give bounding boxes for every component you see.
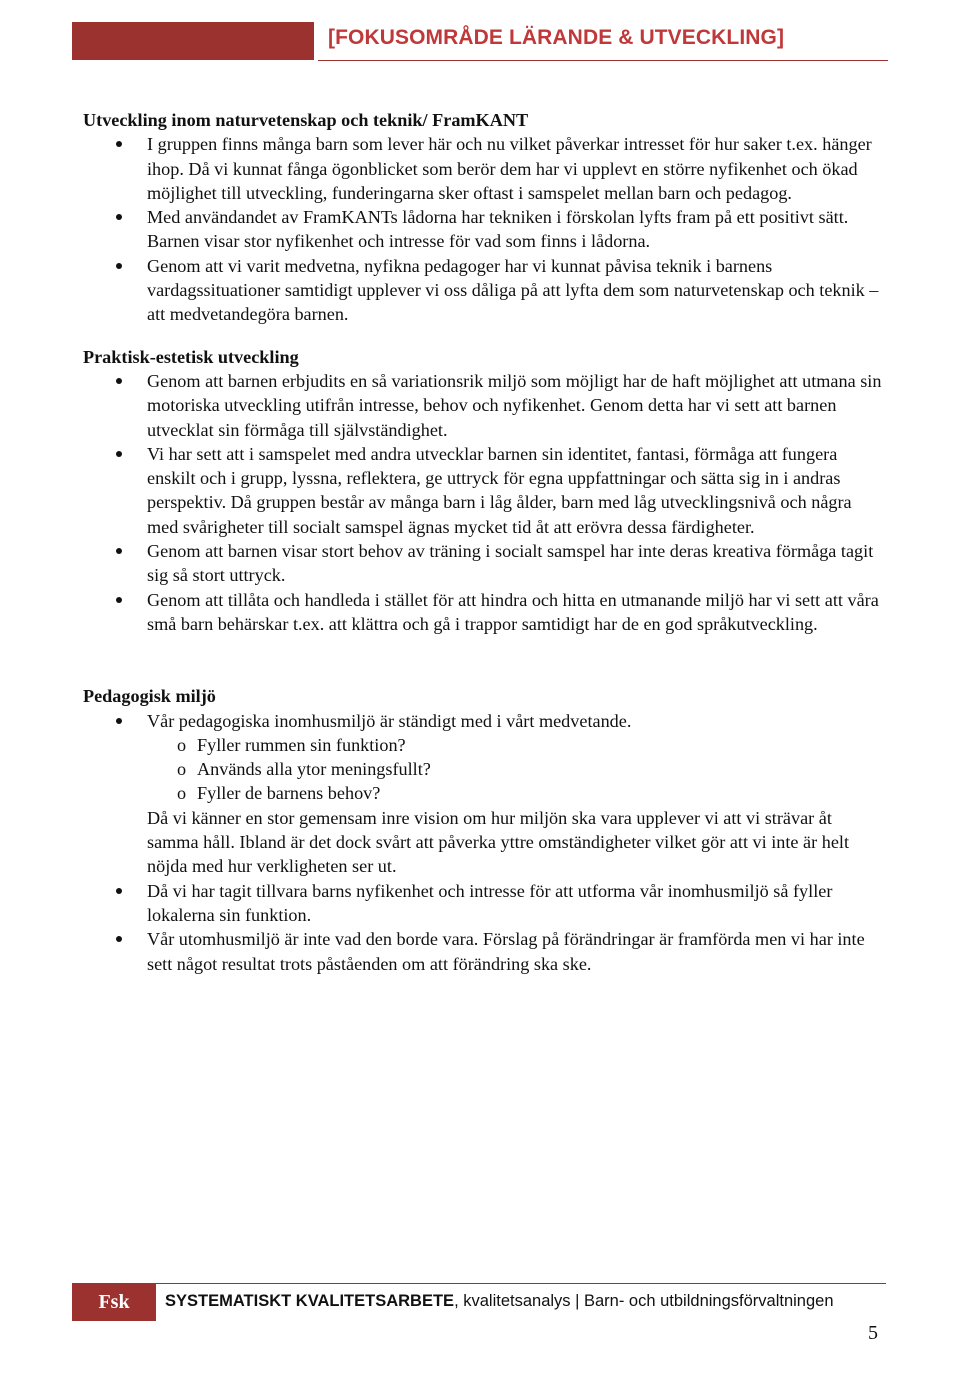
section-heading-naturvetenskap: Utveckling inom naturvetenskap och teknik/ FramKANT: [83, 110, 529, 130]
list-item: Vår utomhusmiljö är inte vad den borde vara. Förslag på förändringar är framförda men vi har inte sett något resultat trots påståenden om att förändring ska ske.: [83, 927, 883, 976]
list-item: Genom att vi varit medvetna, nyfikna pedagoger har vi kunnat påvisa teknik i barnens vardagssituationer samtidigt upplever vi oss dåliga på att lyfta dem som naturvetenskap och teknik – att medvetandegöra barnen.: [83, 254, 883, 327]
list-item-followup-text: Då vi känner en stor gemensam inre vision om hur miljön ska vara upplever vi att vi strävar åt samma håll. Ibland är det dock svårt att påverka yttre omständigheter vilket gör att vi inte är helt nöjda med hur verkligheten ser ut.: [147, 807, 850, 877]
section-heading-praktisk-estetisk: Praktisk-estetisk utveckling: [83, 346, 299, 367]
sub-list-item-text: Fyller rummen sin funktion?: [197, 734, 406, 755]
sub-list-item-text: Används alla ytor meningsfullt?: [197, 759, 431, 780]
bullet-list-naturvetenskap: [83, 132, 883, 326]
sub-list-marker: o: [177, 734, 187, 755]
list-item: [83, 709, 883, 879]
sub-list-item: [147, 781, 883, 805]
list-item-text: Vår pedagogiska inomhusmiljö är ständigt med i vårt medvetande.: [147, 710, 632, 731]
header-color-block: [72, 22, 314, 60]
sub-list-item: [147, 757, 883, 781]
list-item: I gruppen finns många barn som lever här och nu vilket påverkar intresset för hur saker t.ex. hänger ihop. Då vi kunnat fånga ögonblicket som berör dem har vi upplevt en större nyfikenhet och ökad möjlighet till utveckling, funderingarna sker oftast i samspelet mellan barn och pedagog.: [83, 132, 883, 205]
list-item: Genom att barnen visar stort behov av träning i socialt samspel har inte deras kreativa förmåga tagit sig så stort uttryck.: [83, 539, 883, 588]
sub-list-marker: o: [177, 783, 187, 804]
footer-title-bold: SYSTEMATISKT KVALITETSARBETE: [165, 1292, 455, 1310]
list-item: Då vi har tagit tillvara barns nyfikenhet och intresse för att utforma vår inomhusmiljö så fyller lokalerna sin funktion.: [83, 879, 883, 928]
sub-list-item: [147, 733, 883, 757]
header-title: [FOKUSOMRÅDE LÄRANDE & UTVECKLING]: [328, 26, 785, 49]
section-heading-pedagogisk-miljo: Pedagogisk miljö: [83, 686, 216, 707]
footer-text: [165, 1292, 834, 1311]
page-number: 5: [868, 1322, 878, 1344]
header-divider: [318, 60, 888, 61]
list-item: Med användandet av FramKANTs lådorna har tekniken i förskolan lyfts fram på ett positivt sätt. Barnen visar stor nyfikenhet och intresse för vad som finns i lådorna.: [83, 205, 883, 254]
list-item: Genom att barnen erbjudits en så variationsrik miljö som möjligt har de haft möjlighet att utmana sin motoriska utveckling utifrån intresse, behov och nyfikenhet. Genom detta har vi sett att barnen utvecklat sin förmåga till självständighet.: [83, 369, 883, 442]
sub-list: [147, 733, 883, 806]
sub-list-marker: o: [177, 759, 187, 780]
document-body: [83, 108, 883, 976]
sub-list-item-text: Fyller de barnens behov?: [197, 783, 381, 804]
bullet-list-pedagogisk-miljo: [83, 709, 883, 976]
list-item: Genom att tillåta och handleda i stället för att hindra och hitta en utmanande miljö har vi sett att våra små barn behärskar t.ex. att klättra och gå i trappor samtidigt har de en god språkutveckling.: [83, 588, 883, 637]
footer-title-rest: , kvalitetsanalys | Barn- och utbildningsförvaltningen: [454, 1292, 834, 1310]
bullet-list-praktisk-estetisk: [83, 369, 883, 636]
footer-logo: Fsk: [98, 1290, 130, 1313]
footer-divider: [156, 1283, 886, 1284]
list-item: Vi har sett att i samspelet med andra utvecklar barnen sin identitet, fantasi, förmåga att fungera enskilt och i grupp, lyssna, reflektera, ge uttryck för egna uppfattningar och sätta sig in i andras perspektiv. Då gruppen består av många barn i låg ålder, barn med låg utvecklingsnivå och några med svårigheter till socialt samspel ägnas mycket tid åt att erövra dessa färdigheter.: [83, 442, 883, 539]
